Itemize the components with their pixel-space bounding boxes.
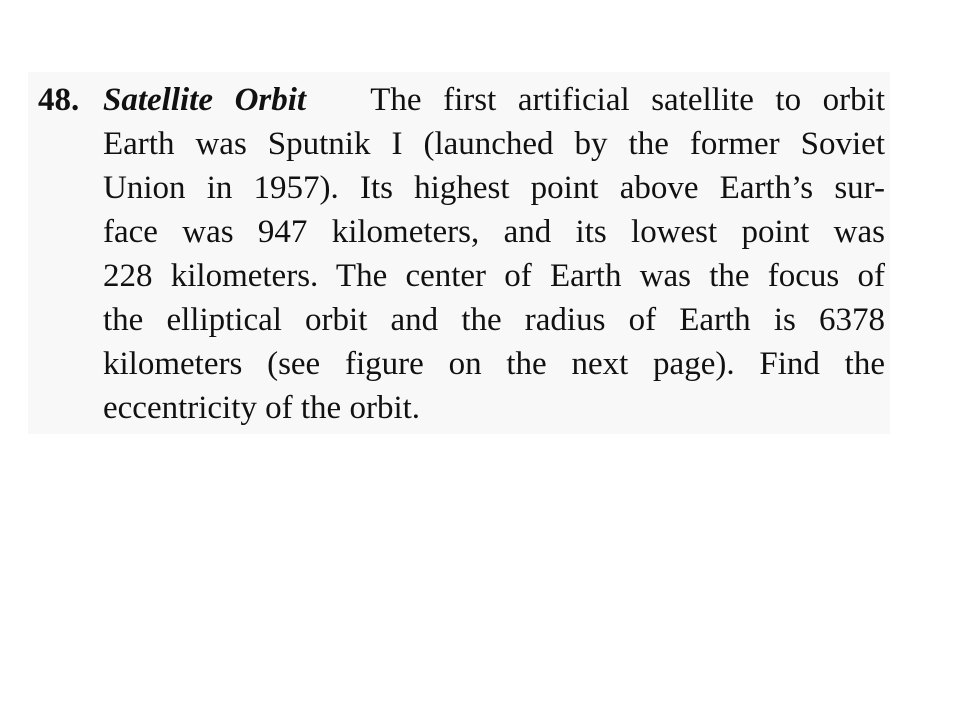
problem-line-1 bbox=[103, 78, 885, 122]
problem-line-6: the elliptical orbit and the radius of Earth is 6378 bbox=[103, 302, 885, 338]
problem-block bbox=[28, 72, 890, 434]
problem-line-7: kilometers (see figure on the next page). Find the bbox=[103, 346, 885, 382]
problem-line-1-text: The first artificial satellite to orbit bbox=[370, 82, 886, 118]
problem-line-2: Earth was Sputnik I (launched by the former Soviet bbox=[103, 126, 885, 162]
problem-title: Satellite Orbit bbox=[103, 82, 307, 118]
problem-line-5: 228 kilometers. The center of Earth was the focus of bbox=[103, 258, 885, 294]
problem-line-3: Union in 1957). Its highest point above Earth’s sur- bbox=[103, 170, 885, 206]
problem-line-4: face was 947 kilometers, and its lowest point was bbox=[103, 214, 885, 250]
problem-number: 48. bbox=[38, 82, 80, 118]
problem-line-8: eccentricity of the orbit. bbox=[103, 390, 421, 426]
